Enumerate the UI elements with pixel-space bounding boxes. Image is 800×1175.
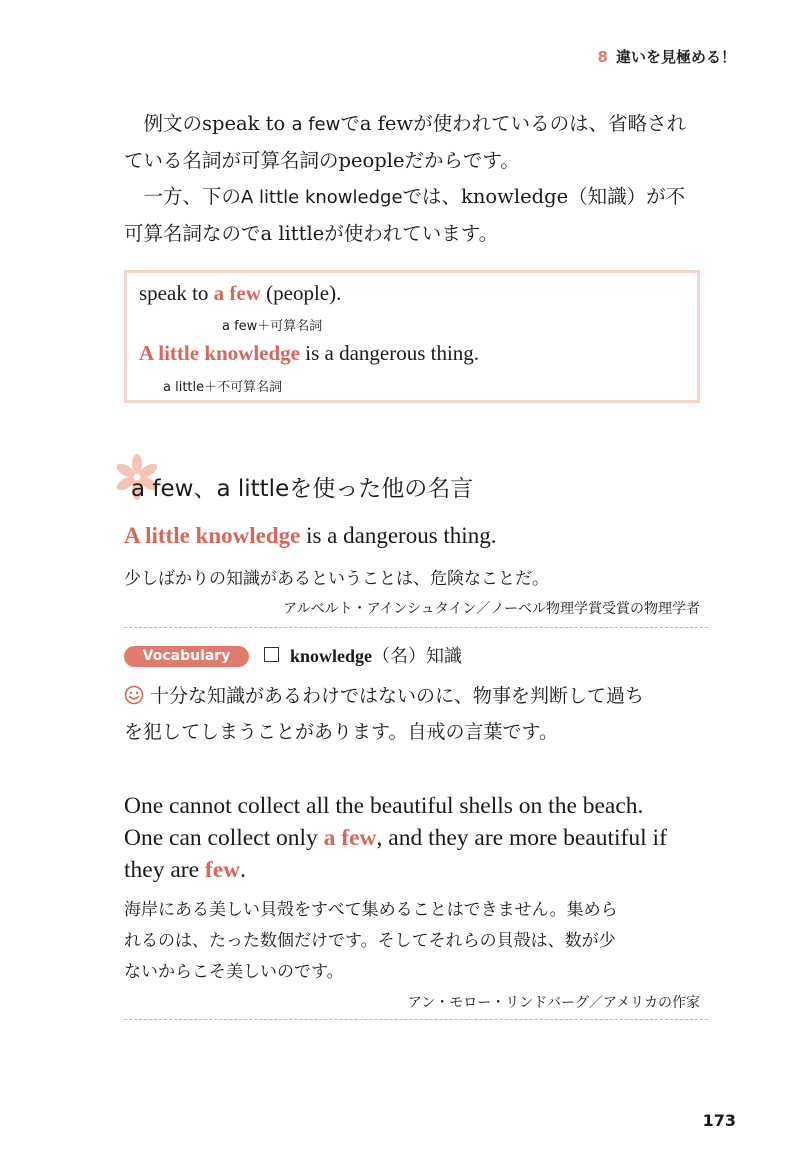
intro-line-1 bbox=[124, 106, 714, 143]
quote-2-line-2 bbox=[124, 822, 724, 854]
intro-paragraph bbox=[124, 106, 714, 252]
intro-phrase-a-few: a few bbox=[291, 114, 341, 135]
example-line-1 bbox=[139, 281, 341, 306]
quote-highlight: a few bbox=[323, 825, 377, 851]
smiley-icon bbox=[124, 685, 144, 705]
quote-1-japanese: 少しばかりの知識があるということは、危険なことだ。 bbox=[124, 569, 549, 589]
chapter-number: 8 bbox=[597, 48, 608, 66]
chapter-title: 違いを見極める！ bbox=[615, 48, 736, 66]
divider bbox=[124, 627, 708, 628]
page-number: 173 bbox=[702, 1111, 736, 1130]
quote-2-english bbox=[124, 790, 724, 886]
example-highlight: a few bbox=[213, 281, 261, 305]
chapter-header bbox=[598, 46, 736, 67]
example-note-1: a few＋可算名詞 bbox=[222, 319, 323, 334]
intro-text: では、knowledge（知識）が不 bbox=[402, 185, 686, 208]
example-highlight: A little knowledge bbox=[139, 341, 300, 365]
quote-text: they are bbox=[124, 857, 205, 883]
quote-2-ja-line-2: れるのは、たった数個だけです。そしてそれらの貝殻は、数が少 bbox=[124, 931, 616, 951]
vocabulary-meaning: 知識 bbox=[426, 646, 463, 667]
intro-text: 例文のspeak to bbox=[143, 112, 292, 135]
quote-text: , and they are more beautiful if bbox=[376, 825, 667, 851]
quote-1-attribution: アルベルト・アインシュタイン／ノーベル物理学賞受賞の物理学者 bbox=[283, 601, 700, 617]
vocabulary-pos: （名） bbox=[372, 646, 427, 667]
intro-line-4: 可算名詞なのでa littleが使われています。 bbox=[124, 222, 499, 245]
comment-paragraph bbox=[124, 678, 714, 750]
vocabulary-badge: Vocabulary bbox=[124, 646, 249, 667]
example-text: speak to bbox=[139, 281, 214, 305]
quote-text: is a dangerous thing. bbox=[300, 523, 497, 548]
section-heading: a few、a littleを使った他の名言 bbox=[131, 476, 474, 502]
quote-2-ja-line-3: ないからこそ美しいのです。 bbox=[124, 962, 344, 982]
quote-highlight: few bbox=[204, 857, 241, 883]
quote-2-attribution: アン・モロー・リンドバーグ／アメリカの作家 bbox=[407, 995, 700, 1011]
quote-highlight: A little knowledge bbox=[124, 523, 301, 548]
quote-2-japanese bbox=[124, 895, 724, 988]
vocabulary-checkbox[interactable] bbox=[264, 647, 279, 662]
intro-phrase-a-little-knowledge: A little knowledge bbox=[241, 187, 403, 208]
quote-2-line-3 bbox=[124, 854, 724, 886]
quote-2-ja-line-1: 海岸にある美しい貝殻をすべて集めることはできません。集めら bbox=[124, 900, 618, 920]
quote-text: One can collect only bbox=[124, 825, 324, 851]
example-line-2 bbox=[139, 341, 479, 366]
quote-1-english bbox=[124, 523, 496, 549]
comment-text: 十分な知識があるわけではないのに、物事を判断して過ち bbox=[150, 685, 645, 707]
vocabulary-word: knowledge bbox=[290, 646, 373, 666]
intro-text: でa fewが使われているのは、省略され bbox=[340, 112, 687, 135]
quote-2-line-1: One cannot collect all the beautiful shells on the beach. bbox=[124, 793, 644, 819]
comment-line-1 bbox=[124, 678, 714, 714]
intro-line-2: ている名詞が可算名詞のpeopleだからです。 bbox=[124, 149, 520, 172]
vocabulary-entry bbox=[290, 642, 462, 668]
intro-text: 一方、下の bbox=[143, 185, 242, 208]
example-text: (people). bbox=[260, 281, 342, 305]
example-text: is a dangerous thing. bbox=[300, 341, 480, 365]
example-note-2: a little＋不可算名詞 bbox=[163, 380, 283, 395]
divider bbox=[124, 1019, 708, 1020]
intro-line-3 bbox=[124, 179, 714, 216]
quote-text: . bbox=[240, 857, 247, 883]
comment-line-2: を犯してしまうことがあります。自戒の言葉です。 bbox=[124, 721, 558, 743]
